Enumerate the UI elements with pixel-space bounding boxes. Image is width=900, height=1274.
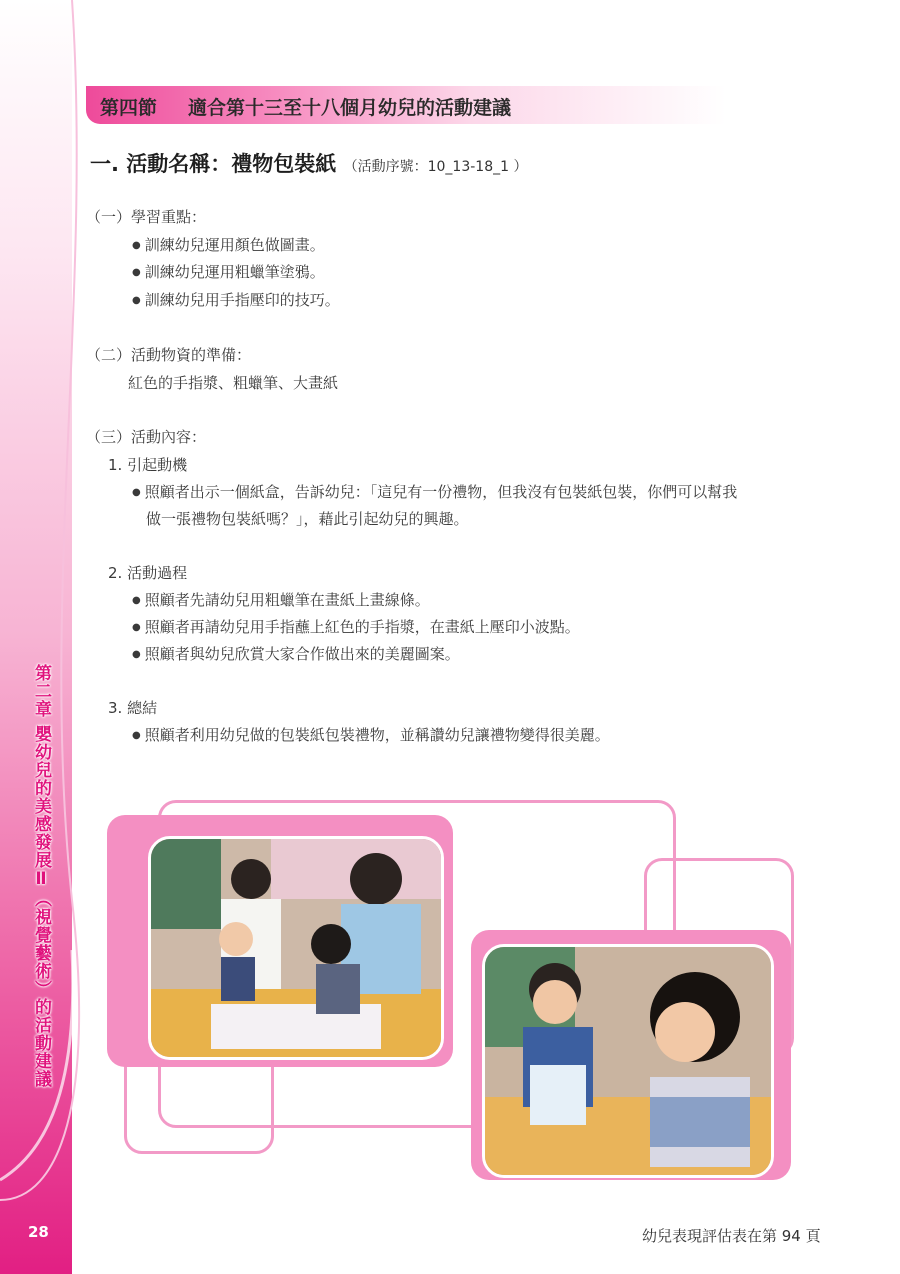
materials-title: （二）活動物資的準備： [86,346,252,364]
step2-item: ● 照顧者先請幼兒用粗蠟筆在畫紙上畫線條。 [132,589,430,610]
step3-title: 3. 總結 [108,699,158,717]
learning-focus-item: ● 訓練幼兒運用粗蠟筆塗鴉。 [132,261,325,282]
learning-focus-item: ● 訓練幼兒運用顏色做圖畫。 [132,234,325,255]
step2-item: ● 照顧者與幼兒欣賞大家合作做出來的美麗圖案。 [132,643,460,664]
activity-name: 一. 活動名稱：禮物包裝紙 [90,152,337,176]
content-title: （三）活動內容： [86,428,207,446]
section-title: 適合第十三至十八個月幼兒的活動建議 [188,97,512,119]
step2-item: ● 照顧者再請幼兒用手指蘸上紅色的手指漿，在畫紙上壓印小波點。 [132,616,580,637]
chapter-title: 第二章 嬰幼兒的美感發展Ⅱ︵視覺藝術︶的活動建議 [31,664,51,1088]
activity-photo-caregivers [148,836,444,1060]
materials-content: 紅色的手指漿、粗蠟筆、大畫紙 [128,374,339,392]
section-number: 第四節 [100,97,158,119]
step1-line: ● 照顧者出示一個紙盒，告訴幼兒：「這兒有一份禮物，但我沒有包裝紙包裝，你們可以幫我 [132,481,737,502]
step1-title: 1. 引起動機 [108,456,188,474]
learning-focus-item: ● 訓練幼兒用手指壓印的技巧。 [132,289,340,310]
step2-title: 2. 活動過程 [108,564,188,582]
learning-focus-title: （一）學習重點： [86,208,207,226]
assessment-reference-note: 幼兒表現評估表在第 94 頁 [642,1227,821,1245]
sidebar-curve-decoration [0,0,120,1274]
activity-photo-children [482,944,774,1178]
page-number: 28 [28,1223,49,1241]
activity-heading [90,148,527,178]
step1-line-continued: 做一張禮物包裝紙嗎？」，藉此引起幼兒的興趣。 [146,510,469,528]
activity-code: （活動序號：10_13-18_1 ） [343,159,528,175]
step3-item: ● 照顧者利用幼兒做的包裝紙包裝禮物，並稱讚幼兒讓禮物變得很美麗。 [132,724,610,745]
